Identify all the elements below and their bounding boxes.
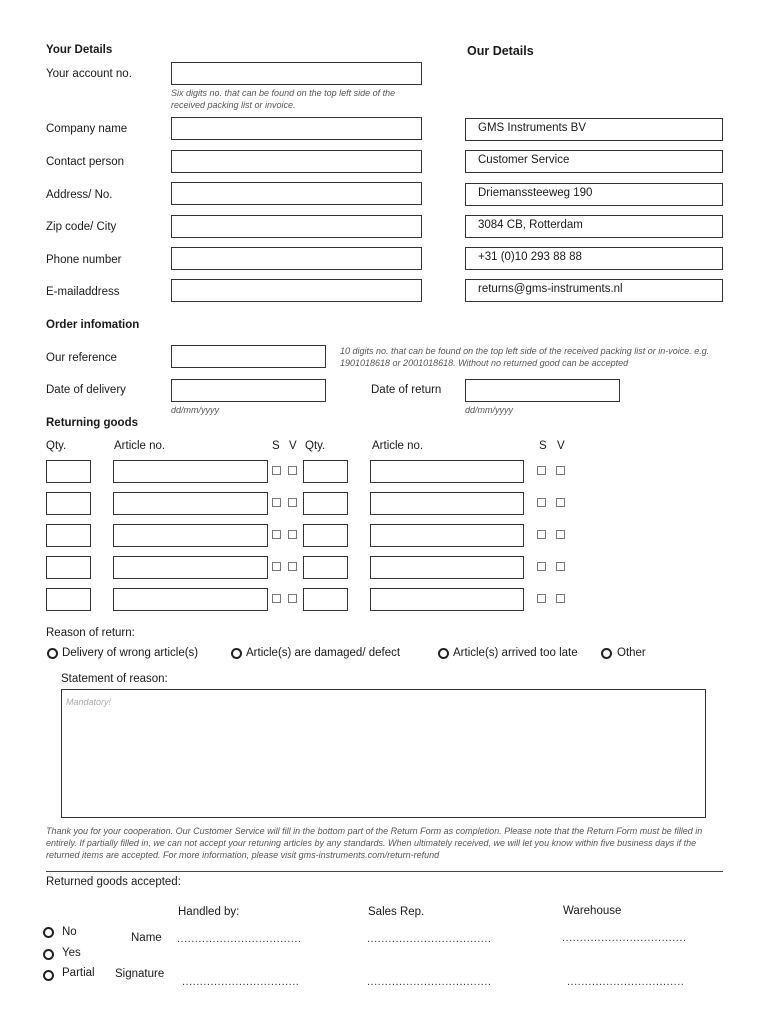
- article-input-right-3[interactable]: [370, 524, 524, 547]
- v-header-right: V: [557, 440, 565, 452]
- reference-hint: 10 digits no. that can be found on the top left side of the received packing list or in-voice. e.g. 1901018618 or 2001018618. Without no returned good can be accepted: [340, 346, 710, 368]
- v-checkbox-right-4[interactable]: [556, 562, 565, 571]
- return-date-input[interactable]: [465, 379, 620, 402]
- our-phone-field: +31 (0)10 293 88 88: [465, 247, 723, 270]
- qty-input-left-4[interactable]: [46, 556, 91, 579]
- qty-input-left-5[interactable]: [46, 588, 91, 611]
- v-checkbox-left-4[interactable]: [288, 562, 297, 571]
- article-header-right: Article no.: [372, 440, 424, 452]
- s-header-left: S: [272, 440, 280, 452]
- s-header-right: S: [539, 440, 547, 452]
- sales-rep-name-line[interactable]: ...................................: [367, 933, 492, 945]
- our-company-field: GMS Instruments BV: [465, 118, 723, 141]
- warehouse-name-line[interactable]: ...................................: [562, 932, 687, 944]
- company-label: Company name: [46, 123, 128, 135]
- article-input-left-1[interactable]: [113, 460, 268, 483]
- accepted-label: Returned goods accepted:: [46, 876, 181, 888]
- our-contact-field: Customer Service: [465, 150, 723, 173]
- radio-wrong-article[interactable]: [47, 648, 58, 659]
- delivery-date-hint: dd/mm/yyyy: [171, 405, 220, 415]
- email-input[interactable]: [171, 279, 422, 302]
- v-checkbox-left-2[interactable]: [288, 498, 297, 507]
- s-checkbox-left-1[interactable]: [272, 466, 281, 475]
- phone-input[interactable]: [171, 247, 422, 270]
- article-input-right-4[interactable]: [370, 556, 524, 579]
- radio-arrived-late[interactable]: [438, 648, 449, 659]
- article-input-left-5[interactable]: [113, 588, 268, 611]
- v-checkbox-left-1[interactable]: [288, 466, 297, 475]
- address-label: Address/ No.: [46, 189, 113, 201]
- s-checkbox-left-3[interactable]: [272, 530, 281, 539]
- radio-no[interactable]: [43, 927, 54, 938]
- signature-label: Signature: [115, 968, 165, 980]
- our-address-field: Driemanssteeweg 190: [465, 183, 723, 206]
- account-input[interactable]: [171, 62, 422, 85]
- footer-note: Thank you for your cooperation. Our Customer Service will fill in the bottom part of the Return Form as completion. Please note that the Return Form must be filled in entirely. If partially filled in, we can not accept your retuning articles by any standards. When ultimately received, we will let you know within five business days if the returned items are accepted. For more information, please visit gms-instruments.com/return-refund: [46, 826, 703, 860]
- radio-damaged[interactable]: [231, 648, 242, 659]
- statement-label: Statement of reason:: [61, 673, 168, 685]
- v-checkbox-right-2[interactable]: [556, 498, 565, 507]
- zip-input[interactable]: [171, 215, 422, 238]
- returning-heading: Returning goods: [46, 417, 138, 429]
- divider: [46, 871, 723, 872]
- warehouse-label: Warehouse: [563, 905, 622, 917]
- option-no: No: [62, 926, 77, 938]
- our-email-field: returns@gms-instruments.nl: [465, 279, 723, 302]
- email-label: E-mailaddress: [46, 286, 120, 298]
- article-input-right-1[interactable]: [370, 460, 524, 483]
- contact-input[interactable]: [171, 150, 422, 173]
- v-header-left: V: [289, 440, 297, 452]
- qty-input-right-5[interactable]: [303, 588, 348, 611]
- contact-label: Contact person: [46, 156, 124, 168]
- radio-yes[interactable]: [43, 949, 54, 960]
- qty-header-left: Qty.: [46, 440, 67, 452]
- s-checkbox-right-4[interactable]: [537, 562, 546, 571]
- your-details-heading: Your Details: [46, 44, 113, 56]
- article-input-right-5[interactable]: [370, 588, 524, 611]
- zip-label: Zip code/ City: [46, 221, 117, 233]
- article-input-left-3[interactable]: [113, 524, 268, 547]
- sales-rep-label: Sales Rep.: [368, 906, 425, 918]
- sales-rep-signature-line[interactable]: ...................................: [367, 976, 492, 988]
- v-checkbox-right-3[interactable]: [556, 530, 565, 539]
- warehouse-signature-line[interactable]: .................................: [567, 976, 685, 988]
- article-input-left-4[interactable]: [113, 556, 268, 579]
- s-checkbox-right-1[interactable]: [537, 466, 546, 475]
- order-heading: Order infomation: [46, 319, 140, 331]
- handled-by-label: Handled by:: [178, 906, 240, 918]
- return-date-label: Date of return: [371, 384, 442, 396]
- return-date-hint: dd/mm/yyyy: [465, 405, 514, 415]
- article-input-left-2[interactable]: [113, 492, 268, 515]
- statement-placeholder: Mandatory!: [66, 697, 112, 707]
- qty-input-right-1[interactable]: [303, 460, 348, 483]
- s-checkbox-right-2[interactable]: [537, 498, 546, 507]
- v-checkbox-right-5[interactable]: [556, 594, 565, 603]
- account-hint: Six digits no. that can be found on the top left side of the received packing list or invoice.: [171, 88, 396, 110]
- phone-label: Phone number: [46, 254, 122, 266]
- our-zip-field: 3084 CB, Rotterdam: [465, 215, 723, 238]
- reason-label: Reason of return:: [46, 627, 135, 639]
- v-checkbox-left-5[interactable]: [288, 594, 297, 603]
- s-checkbox-right-5[interactable]: [537, 594, 546, 603]
- s-checkbox-left-5[interactable]: [272, 594, 281, 603]
- option-arrived-late: Article(s) arrived too late: [453, 647, 578, 659]
- reference-label: Our reference: [46, 352, 117, 364]
- s-checkbox-right-3[interactable]: [537, 530, 546, 539]
- article-input-right-2[interactable]: [370, 492, 524, 515]
- radio-partial[interactable]: [43, 970, 54, 981]
- address-input[interactable]: [171, 182, 422, 205]
- s-checkbox-left-4[interactable]: [272, 562, 281, 571]
- delivery-date-input[interactable]: [171, 379, 326, 402]
- v-checkbox-right-1[interactable]: [556, 466, 565, 475]
- reference-input[interactable]: [171, 345, 326, 368]
- option-other: Other: [617, 647, 646, 659]
- v-checkbox-left-3[interactable]: [288, 530, 297, 539]
- qty-input-right-3[interactable]: [303, 524, 348, 547]
- article-header-left: Article no.: [114, 440, 166, 452]
- our-details-heading: Our Details: [467, 44, 534, 58]
- qty-input-left-3[interactable]: [46, 524, 91, 547]
- name-label: Name: [131, 932, 162, 944]
- qty-input-left-1[interactable]: [46, 460, 91, 483]
- option-wrong-article: Delivery of wrong article(s): [62, 647, 199, 659]
- qty-input-left-2[interactable]: [46, 492, 91, 515]
- radio-other[interactable]: [601, 648, 612, 659]
- company-input[interactable]: [171, 117, 422, 140]
- qty-input-right-4[interactable]: [303, 556, 348, 579]
- option-damaged: Article(s) are damaged/ defect: [246, 647, 401, 659]
- statement-textarea[interactable]: [61, 689, 706, 818]
- handled-by-name-line[interactable]: ...................................: [177, 933, 302, 945]
- account-label: Your account no.: [46, 68, 132, 80]
- option-partial: Partial: [62, 967, 95, 979]
- handled-by-signature-line[interactable]: .................................: [182, 976, 300, 988]
- qty-header-right: Qty.: [305, 440, 326, 452]
- option-yes: Yes: [62, 947, 81, 959]
- delivery-date-label: Date of delivery: [46, 384, 126, 396]
- s-checkbox-left-2[interactable]: [272, 498, 281, 507]
- qty-input-right-2[interactable]: [303, 492, 348, 515]
